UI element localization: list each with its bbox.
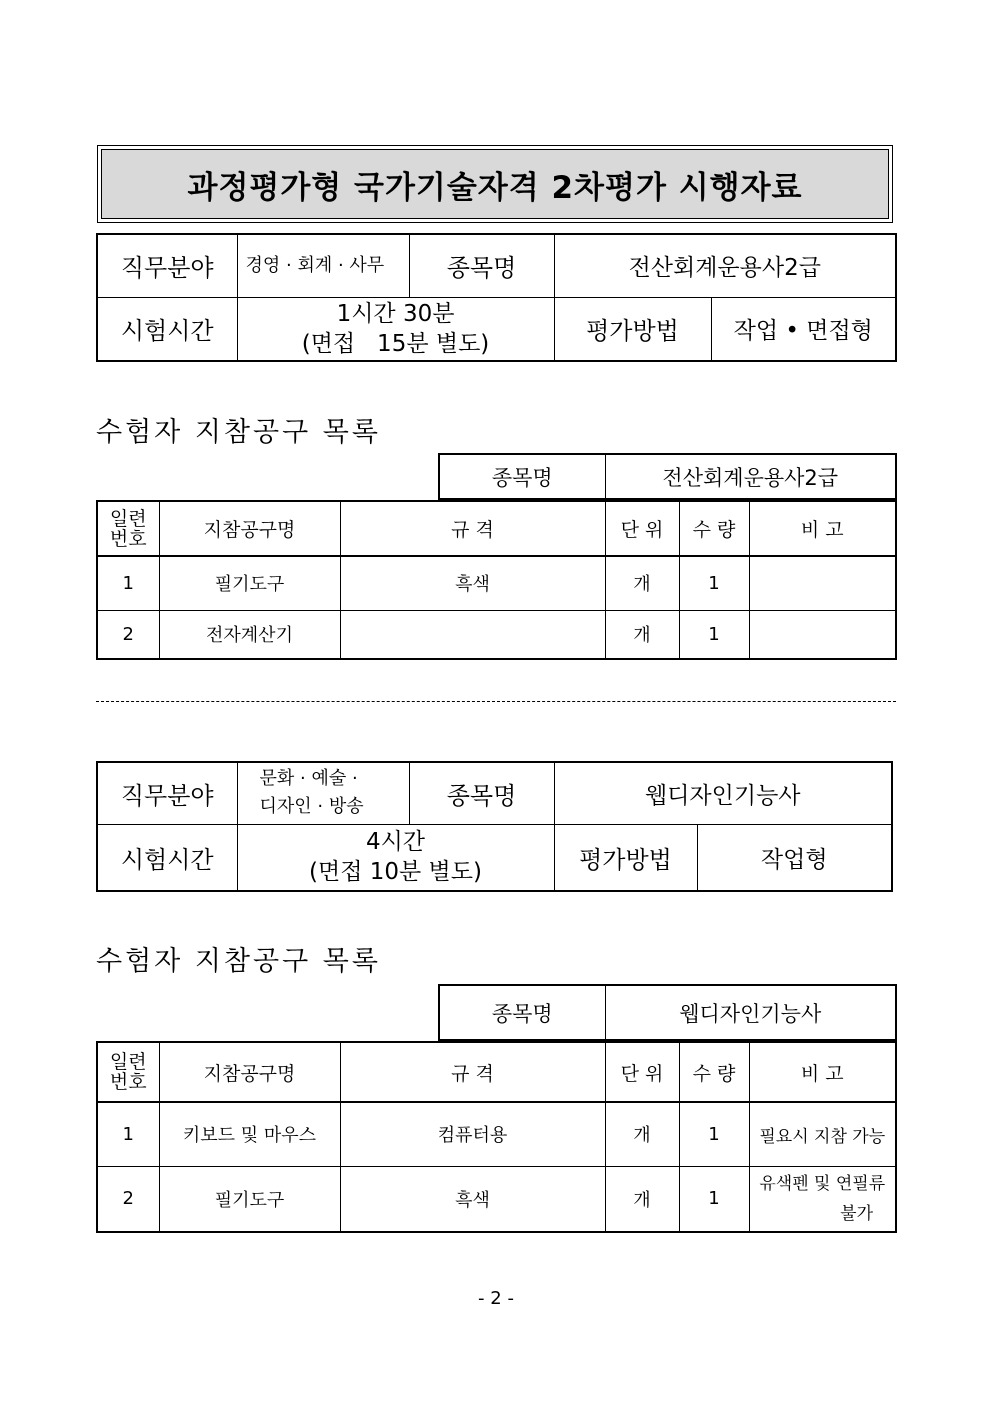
exam-time-main: 4시간 — [365, 829, 426, 856]
exam-time-value — [237, 824, 554, 891]
cell-spec — [340, 610, 605, 659]
col-seq-header: 일련 번호 — [97, 501, 159, 556]
job-field-value — [237, 762, 409, 824]
col-seq-header: 일련 번호 — [97, 1042, 159, 1102]
col-note-header: 비 고 — [749, 1042, 896, 1102]
note-line2: 불가 — [840, 1203, 873, 1224]
tools-table-1 — [96, 500, 897, 660]
page-number: - 2 - — [478, 1288, 514, 1309]
cell-note: 필요시 지참 가능 — [749, 1102, 896, 1166]
col-note-header: 비 고 — [749, 501, 896, 556]
col-spec-header: 규 격 — [340, 501, 605, 556]
cell-qty: 1 — [679, 556, 749, 610]
tools-item-name-label: 종목명 — [439, 454, 605, 499]
col-qty-header: 수 량 — [679, 501, 749, 556]
cell-seq: 2 — [97, 610, 159, 659]
exam-time-value — [237, 297, 554, 361]
document-title: 과정평가형 국가기술자격 2차평가 시행자료 — [101, 149, 889, 219]
tools-item-name-value: 전산회계운용사2급 — [605, 454, 896, 499]
table-row — [97, 1166, 896, 1232]
cell-unit: 개 — [605, 1102, 679, 1166]
tools-item-name-value: 웹디자인기능사 — [605, 985, 896, 1040]
item-name-value: 전산회계운용사2급 — [554, 234, 896, 297]
cell-tool-name: 필기도구 — [159, 556, 340, 610]
cell-note — [749, 556, 896, 610]
cell-note — [749, 1166, 896, 1232]
job-field-value: 경영 · 회계 · 사무 — [237, 234, 409, 297]
exam-info-table-2 — [96, 761, 893, 892]
cell-seq: 1 — [97, 1102, 159, 1166]
tools-item-title-1 — [438, 453, 897, 500]
col-qty-header: 수 량 — [679, 1042, 749, 1102]
exam-time-interview: (면접 15분 별도) — [301, 330, 490, 357]
cell-unit: 개 — [605, 556, 679, 610]
table-row — [97, 556, 896, 610]
note-line1: 유색펜 및 연필류 — [759, 1173, 886, 1194]
cell-spec: 흑색 — [340, 556, 605, 610]
col-tool-name-header: 지참공구명 — [159, 1042, 340, 1102]
col-unit-header: 단 위 — [605, 1042, 679, 1102]
exam-time-interview: (면접 10분 별도) — [309, 859, 482, 886]
cell-unit: 개 — [605, 1166, 679, 1232]
cell-tool-name: 키보드 및 마우스 — [159, 1102, 340, 1166]
section-divider — [96, 701, 896, 702]
exam-time-main: 1시간 30분 — [336, 300, 455, 327]
exam-time-label: 시험시간 — [97, 297, 237, 361]
eval-method-value: 작업형 — [697, 824, 892, 891]
cell-tool-name: 전자계산기 — [159, 610, 340, 659]
cell-unit: 개 — [605, 610, 679, 659]
cell-note — [749, 610, 896, 659]
job-field-label: 직무분야 — [97, 762, 237, 824]
item-name-label: 종목명 — [409, 762, 554, 824]
cell-qty: 1 — [679, 1166, 749, 1232]
col-tool-name-header: 지참공구명 — [159, 501, 340, 556]
cell-seq: 1 — [97, 556, 159, 610]
tools-item-title-2 — [438, 984, 897, 1041]
title-banner — [97, 145, 893, 223]
col-spec-header: 규 격 — [340, 1042, 605, 1102]
cell-tool-name: 필기도구 — [159, 1166, 340, 1232]
eval-method-label: 평가방법 — [554, 297, 711, 361]
tools-item-name-label: 종목명 — [439, 985, 605, 1040]
job-field-line2: 디자인 · 방송 — [259, 796, 364, 818]
table-row — [97, 610, 896, 659]
cell-spec: 컴퓨터용 — [340, 1102, 605, 1166]
item-name-value: 웹디자인기능사 — [554, 762, 892, 824]
tools-table-2 — [96, 1041, 897, 1233]
col-unit-header: 단 위 — [605, 501, 679, 556]
job-field-line1: 문화 · 예술 · — [259, 768, 358, 790]
tools-heading-1: 수험자 지참공구 목록 — [96, 417, 381, 448]
tools-heading-2: 수험자 지참공구 목록 — [96, 946, 381, 977]
item-name-label: 종목명 — [409, 234, 554, 297]
cell-spec: 흑색 — [340, 1166, 605, 1232]
job-field-label: 직무분야 — [97, 234, 237, 297]
eval-method-label: 평가방법 — [554, 824, 697, 891]
eval-method-value: 작업 • 면접형 — [711, 297, 896, 361]
exam-info-table-1 — [96, 233, 897, 362]
exam-time-label: 시험시간 — [97, 824, 237, 891]
cell-qty: 1 — [679, 1102, 749, 1166]
cell-seq: 2 — [97, 1166, 159, 1232]
cell-qty: 1 — [679, 610, 749, 659]
table-row — [97, 1102, 896, 1166]
